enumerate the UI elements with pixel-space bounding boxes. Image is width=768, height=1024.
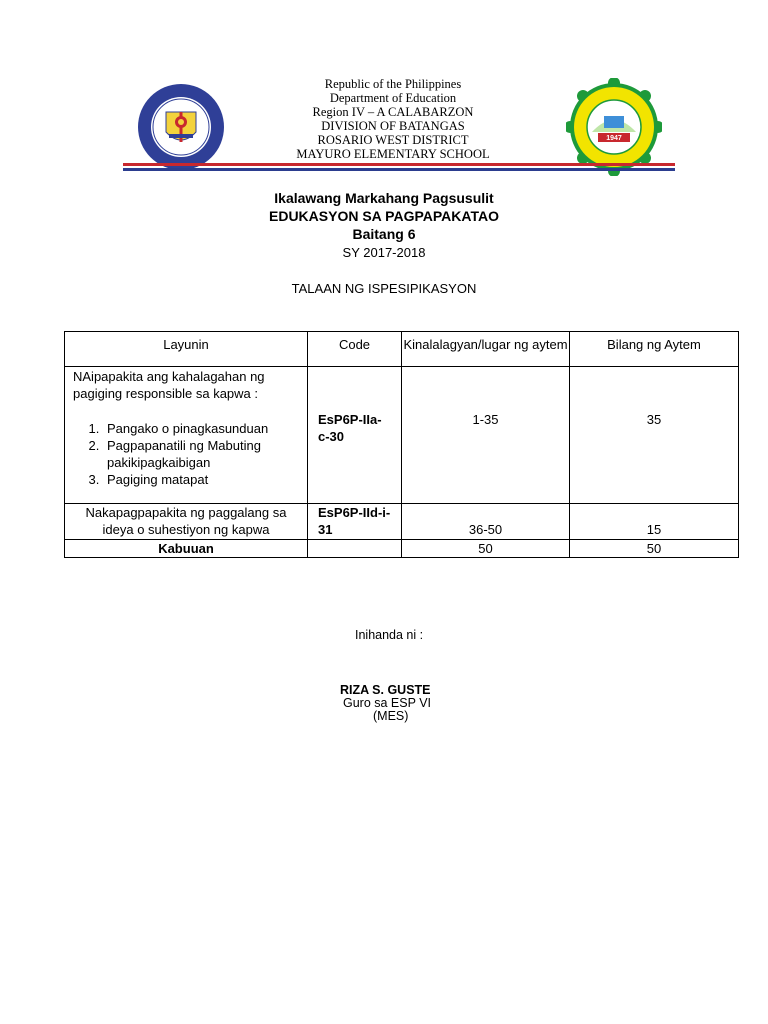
header-layunin: Layunin	[65, 332, 308, 367]
layunin-cell	[65, 367, 308, 504]
table-total-row	[65, 540, 739, 558]
header-rule-red	[123, 163, 675, 166]
table-row	[65, 504, 739, 540]
exam-grade: Baitang 6	[352, 226, 416, 242]
table-row	[65, 367, 739, 504]
header-rule-blue	[123, 168, 675, 171]
location-cell: 36-50	[402, 504, 570, 540]
school-seal-year: 1947	[606, 135, 622, 142]
list-item: 3. Pagiging matapat	[103, 471, 301, 488]
count-cell: 15	[570, 504, 739, 540]
exam-school-year: SY 2017-2018	[342, 245, 426, 260]
layunin-cell: Nakapagpapakita ng paggalang sa ideya o suhestiyon ng kapwa	[65, 504, 308, 540]
exam-title: Ikalawang Markahang Pagsusulit	[274, 190, 494, 206]
total-count: 50	[570, 540, 739, 558]
layunin-list	[73, 420, 301, 488]
table-header-row	[65, 332, 739, 367]
header-count: Bilang ng Aytem	[570, 332, 739, 367]
header-code: Code	[308, 332, 402, 367]
location-cell: 1-35	[402, 367, 570, 504]
total-label: Kabuuan	[65, 540, 308, 558]
preparer-school: (MES)	[373, 709, 409, 723]
prepared-by-label: Inihanda ni :	[355, 628, 424, 642]
list-item: 1. Pangako o pinagkasunduan	[103, 420, 301, 437]
header-school: MAYURO ELEMENTARY SCHOOL	[296, 147, 490, 161]
preparer-position: Guro sa ESP VI	[343, 696, 432, 710]
count-cell: 35	[570, 367, 739, 504]
header-region: Region IV – A CALABARZON	[312, 105, 474, 119]
total-code	[308, 540, 402, 558]
preparer-name: RIZA S. GUSTE	[340, 683, 431, 697]
specification-table	[64, 331, 739, 558]
total-location: 50	[402, 540, 570, 558]
header-district: ROSARIO WEST DISTRICT	[317, 133, 469, 147]
layunin-text: NAipapakita ang kahalagahan ng pagiging responsible sa kapwa :	[73, 369, 265, 401]
list-item: 2. Pagpapanatili ng Mabuting pakikipagkaibigan	[103, 437, 301, 471]
exam-subject: EDUKASYON SA PAGPAPAKATAO	[269, 208, 499, 224]
header-republic: Republic of the Philippines	[324, 77, 462, 91]
code-cell: EsP6P-IId-i-31	[308, 504, 402, 540]
header-location: Kinalalagyan/lugar ng aytem	[402, 332, 570, 367]
header-department: Department of Education	[329, 91, 457, 105]
code-cell: EsP6P-IIa-c-30	[308, 367, 402, 504]
table-title: TALAAN NG ISPESIPIKASYON	[291, 281, 477, 296]
header-division: DIVISION OF BATANGAS	[321, 119, 465, 133]
